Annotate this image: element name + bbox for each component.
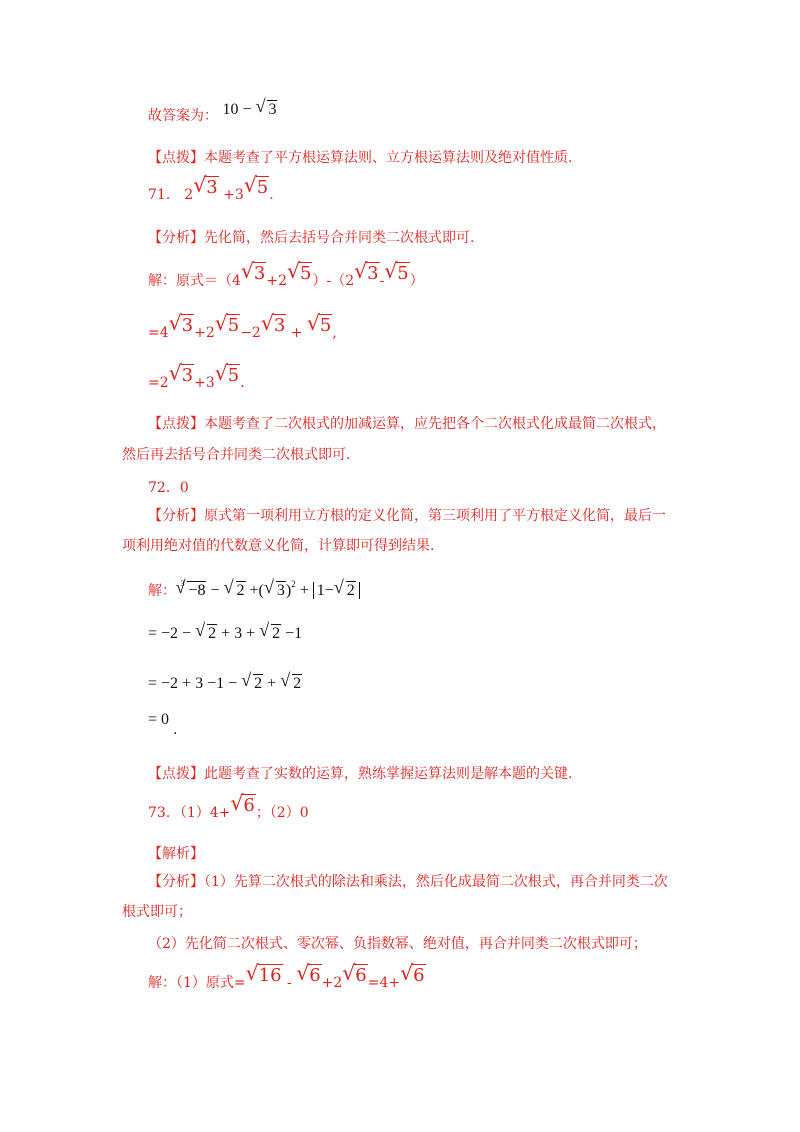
sqrt-symbol: √ 5 bbox=[216, 366, 240, 386]
analysis-paragraph-continued: 项利用绝对值的代数意义化简，计算即可得到结果. bbox=[122, 538, 435, 554]
analysis-paragraph bbox=[148, 228, 474, 248]
solution-step: = −2 + 3 −1 − √ 2 + √ 2 bbox=[148, 674, 302, 694]
solution-step: = 0. bbox=[148, 711, 178, 738]
expression: $^3$√ −8 − √ 2 +(√ 3)$^2$ + 1−√ 2 bbox=[180, 582, 359, 599]
analysis-tag: 【分析】 bbox=[148, 508, 204, 524]
tip-text: 本题考查了平方根运算法则、立方根运算法则及绝对值性质. bbox=[204, 150, 573, 166]
sqrt-symbol: √ 5 bbox=[245, 178, 269, 198]
analysis-tag: 【分析】 bbox=[148, 874, 204, 890]
question-72-answer: 72．0 bbox=[148, 480, 189, 496]
absolute-value: 1−√ 2 bbox=[313, 582, 360, 599]
sqrt-symbol: √ 3 bbox=[170, 316, 194, 336]
sqrt-symbol: √ 5 bbox=[288, 264, 312, 284]
sqrt-symbol: √ 3 bbox=[262, 316, 286, 336]
sqrt-symbol: √ 2 bbox=[260, 624, 281, 644]
solution-step: =4√ 3+2√ 5−2√ 3 + √ 5, bbox=[148, 322, 337, 343]
analysis-text: （1）先算二次根式的除法和乘法，然后化成最简二次根式，再合并同类二次 bbox=[204, 874, 668, 890]
sqrt-symbol: √ 2 bbox=[196, 624, 217, 644]
analysis-tag: 【分析】 bbox=[148, 230, 204, 246]
question-71-answer: 71． 2√ 3 +3√ 5. bbox=[148, 184, 274, 205]
analysis-paragraph-continued: （2）先化简二次根式、零次幂、负指数幂、绝对值，再合并同类二次根式即可； bbox=[148, 936, 647, 952]
sqrt-symbol: √ 2 bbox=[242, 674, 263, 694]
sqrt-symbol: √ 2 bbox=[225, 581, 246, 601]
sqrt-symbol: √ 6 bbox=[231, 796, 255, 816]
sqrt-symbol: √ 6 bbox=[343, 966, 367, 986]
solution-line: 解：原式＝（4√ 3+2√ 5）-（2√ 3-√ 5） bbox=[148, 270, 424, 291]
sqrt-symbol: √ 5 bbox=[308, 316, 332, 336]
section-heading: 【解析】 bbox=[148, 846, 204, 862]
sqrt-symbol: √ 5 bbox=[216, 316, 240, 336]
tip-tag: 【点拨】 bbox=[148, 766, 204, 782]
analysis-paragraph bbox=[148, 506, 666, 526]
sqrt-symbol: √ 6 bbox=[297, 966, 321, 986]
tip-paragraph bbox=[148, 764, 572, 784]
sqrt-symbol: √ 2 bbox=[281, 674, 302, 694]
solution-line: 解：（1）原式=√ 16 - √ 6+2√ 6=4+√ 6 bbox=[148, 972, 426, 993]
analysis-text: 先化简，然后去括号合并同类二次根式即可. bbox=[204, 230, 475, 246]
sqrt-symbol: √ 3 bbox=[265, 581, 286, 601]
solution-step: = −2 − √ 2 + 3 + √ 2 −1 bbox=[148, 624, 302, 644]
sqrt-symbol: √ 3 bbox=[256, 100, 277, 120]
sqrt-symbol: √ 3 bbox=[355, 264, 379, 284]
tip-paragraph-continued: 然后再去括号合并同类二次根式即可. bbox=[122, 447, 351, 463]
tip-paragraph bbox=[148, 414, 666, 434]
question-number: 71． bbox=[148, 187, 180, 203]
answer-label: 故答案为： bbox=[148, 108, 218, 124]
sqrt-symbol: √ 5 bbox=[385, 264, 409, 284]
tip-tag: 【点拨】 bbox=[148, 150, 204, 166]
answer-math: 10 − √ 3 bbox=[222, 101, 277, 118]
sqrt-symbol: √ 16 bbox=[247, 966, 283, 986]
analysis-text: 原式第一项利用立方根的定义化简，第三项利用了平方根定义化简，最后一 bbox=[204, 508, 666, 524]
analysis-paragraph bbox=[148, 872, 668, 892]
answer-line bbox=[148, 101, 277, 126]
sqrt-symbol: √ 2 bbox=[335, 581, 356, 601]
question-73-answer: 73．（1）4+√ 6；（2）0 bbox=[148, 802, 309, 823]
solution-step: =2√ 3+3√ 5. bbox=[148, 372, 245, 393]
sqrt-symbol: √ 3 bbox=[170, 366, 194, 386]
sqrt-symbol: √ 3 bbox=[194, 178, 218, 198]
cube-root-symbol: √ −8 bbox=[176, 581, 206, 601]
sqrt-symbol: √ 3 bbox=[242, 264, 266, 284]
tip-paragraph bbox=[148, 148, 572, 168]
tip-tag: 【点拨】 bbox=[148, 416, 204, 432]
sqrt-symbol: √ 6 bbox=[401, 966, 425, 986]
tip-text: 此题考查了实数的运算，熟练掌握运算法则是解本题的关键. bbox=[204, 766, 573, 782]
solution-line: 解： $^3$√ −8 − √ 2 +(√ 3)$^2$ + 1−√ 2 bbox=[148, 574, 360, 601]
analysis-paragraph-continued: 根式即可； bbox=[122, 904, 192, 920]
tip-text: 本题考查了二次根式的加减运算，应先把各个二次根式化成最简二次根式， bbox=[204, 416, 666, 432]
